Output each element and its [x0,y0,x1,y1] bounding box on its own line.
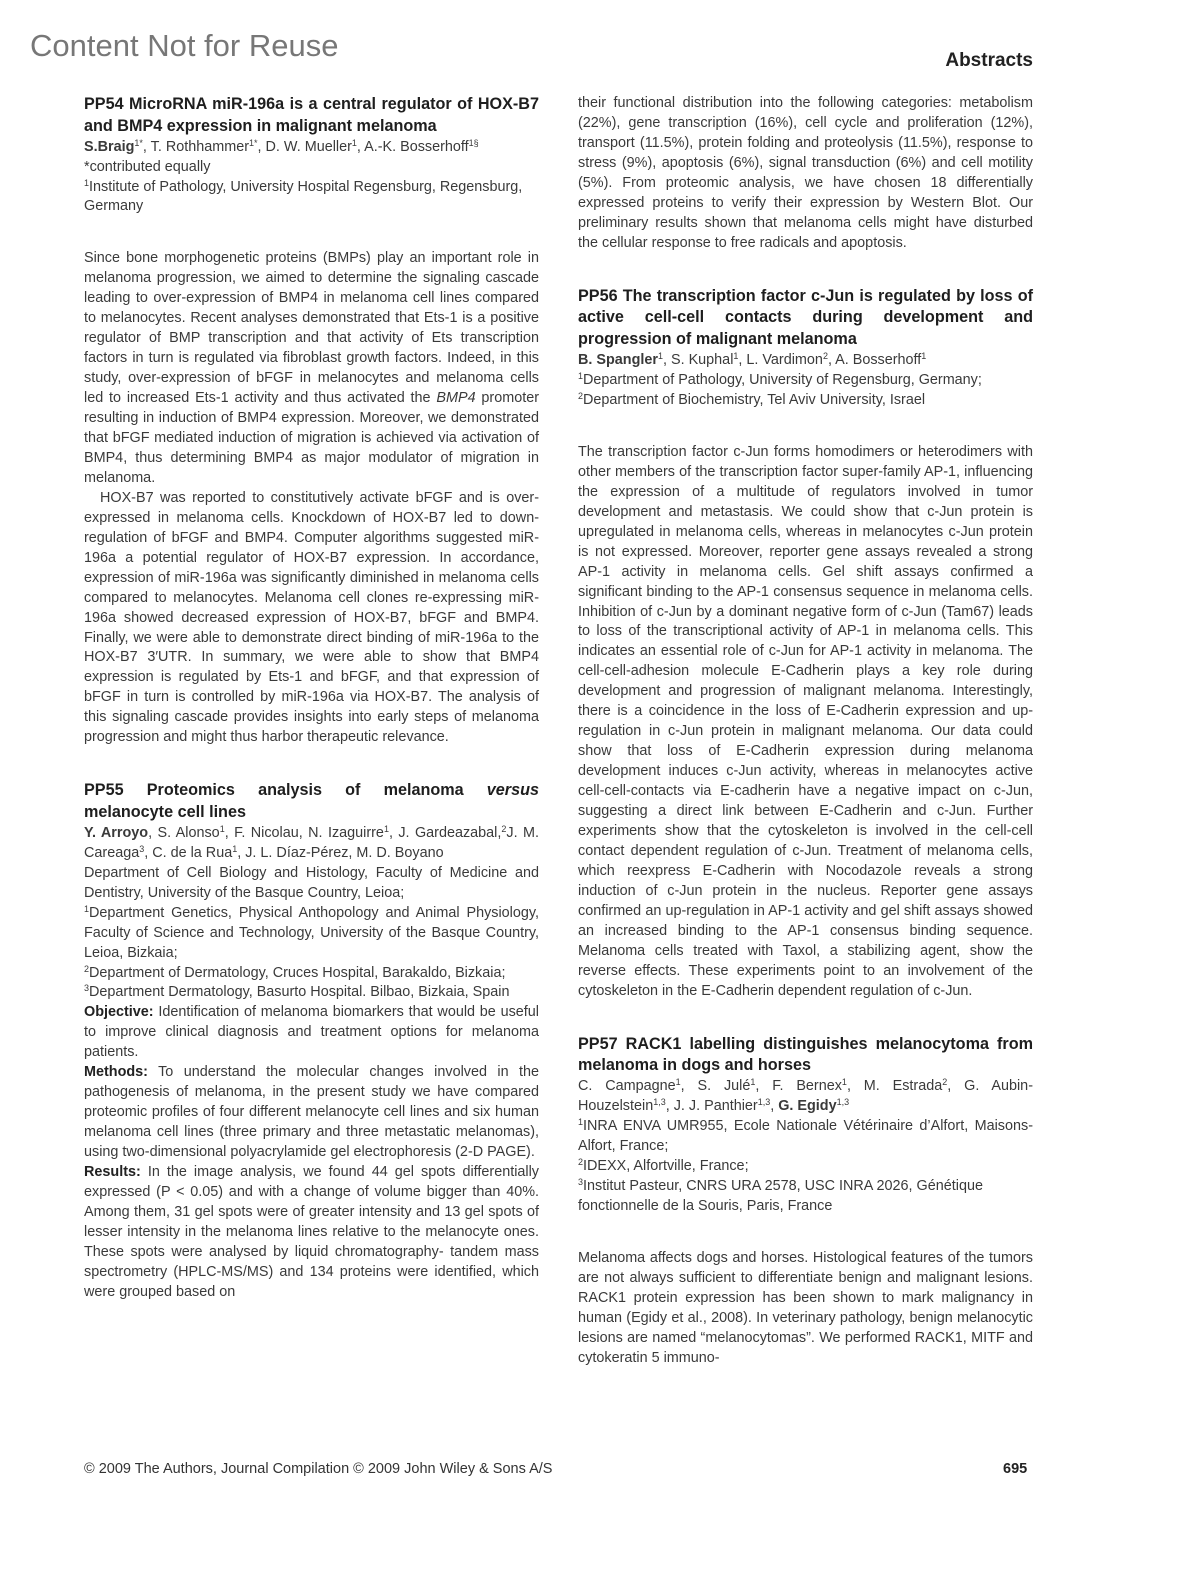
sup: 2 [822,351,828,362]
affiliation-text: Institut Pasteur, CNRS URA 2578, USC INRA 2026, Génétique fonctionnelle de la Souris, Paris, France [578,1177,983,1214]
author: , J. Gardeazabal, [388,824,502,841]
author-bold: B. Spangler [578,352,658,369]
author: , J. J. Panthier [665,1098,758,1115]
title-italic: versus [486,781,539,800]
pp54-affiliation [84,178,539,218]
pp56-title: PP56 The transcription factor c-Jun is regulated by loss of active cell-cell contacts during development and progression of malignant melanoma [578,286,1033,349]
sup: 1 [675,1077,681,1088]
sup: 1 [84,903,90,914]
text: Since bone morphogenetic proteins (BMPs) play an important role in melanoma progression, we aimed to determine the signaling cascade leading to over-expression of BMP4 in melanoma cell lines compared to melanocytes. Recent analyses demonstrated that Ets-1 is a positive regulator of BMP transcription and that activity of Ets transcription factors in turn is regulated via fibroblast growth factors. Indeed, in this study, over-expression of bFGF in melanocytes and melanoma cells led to increased Ets-1 activity and thus activated the [84,250,539,407]
affiliation-text: Department of Pathology, University of Regensburg, Germany; [583,371,982,388]
author: , S. Julé [680,1078,751,1095]
pp56-authors [578,351,1033,371]
author: , M. Estrada [846,1078,943,1095]
author: , T. Rothhammer [142,138,250,155]
pp55-affiliation-0: Department of Cell Biology and Histology, Faculty of Medicine and Dentistry, University of the Basque Country, Leioa; [84,864,539,901]
sup: 1 [84,177,90,188]
affiliation-text: IDEXX, Alfortville, France; [583,1157,749,1174]
pp55-title [84,780,539,824]
title-text: melanocyte cell lines [84,803,246,822]
pp56-affiliation-1 [578,371,1033,391]
author: , G. Aubin-Houzelstein [578,1078,1033,1115]
sup: 2 [578,390,584,401]
sup: 2 [501,823,507,834]
author: , J. L. Díaz-Pérez, M. D. Boyano [237,844,444,861]
sup: 1,3 [757,1097,771,1108]
text: Identification of melanoma biomarkers that would be useful to improve clinical diagnosis and treatment options for melanoma patients. [84,1004,539,1061]
affiliation-text: INRA ENVA UMR955, Ecole Nationale Vétérinaire d’Alfort, Maisons-Alfort, France; [578,1118,1033,1155]
right-column [578,94,1033,1369]
pp55-methods [84,1063,539,1163]
affiliation-text: Department Dermatology, Basurto Hospital. Bilbao, Bizkaia, Spain [89,984,510,1001]
italic-text: BMP4 [436,390,476,407]
affiliation-text: Department Genetics, Physical Anthopology and Animal Physiology, Faculty of Science and Technology, University of the Basque Country, Leioa, Bizkaia; [84,904,539,961]
pp55-results-continued: their functional distribution into the following categories: metabolism (22%), gene transcription (16%), cell cycle and proliferation (12%), transport (11.5%), protein folding and proteolysis (11.5%), response to stress (9%), apoptosis (6%), signal transduction (6%) and cell motility (5%). From proteomic analysis, we have chosen 18 differentially expressed proteins to verify their expression by Western Blot. Our preliminary results shown that melanoma cells might have disturbed the cellular response to free radicals and apoptosis. [578,95,1033,251]
author: , A.-K. Bosserhoff [356,138,469,155]
sup: 1 [232,843,238,854]
sup: 2 [578,1156,584,1167]
sup: 1 [383,823,389,834]
footer-copyright: © 2009 The Authors, Journal Compilation © 2009 John Wiley & Sons A/S [84,1461,553,1477]
affiliation-text: Department of Biochemistry, Tel Aviv University, Israel [583,391,926,408]
pp55-authors [84,824,539,864]
author-bold: G. Egidy [778,1098,837,1115]
separator: , [770,1098,779,1115]
sup: 3 [139,843,145,854]
sup: 1 [921,351,927,362]
pp56-body: The transcription factor c-Jun forms homodimers or heterodimers with other members of the transcription factor super-family AP-1, influencing the expression of a multitude of regulators involved in tumor development and metastasis. We could show that c-Jun protein is upregulated in melanoma cells, whereas in melanocytes c-Jun protein is not expressed. Moreover, reporter gene assays revealed a strong AP-1 activity in melanoma cells. Gel shift assays confirmed a significant binding to the AP-1 consensus sequence in melanoma cells. Inhibition of c-Jun by a dominant negative form of c-Jun (Tam67) leads to loss of the transcriptional activity of AP-1 in melanoma cells. This indicates an essential role of c-Jun for AP-1 activity in melanoma. The cell-cell-adhesion molecule E-Cadherin plays a key role during development and progression of malignant melanoma. Interestingly, there is a coincidence in the loss of E-Cadherin expression and up-regulation in c-Jun protein in malignant melanoma. Our data could show that loss of E-Cadherin expression during melanoma development induces c-Jun activity, whereas in melanocytes active cell-cell-contacts via E-cadherin have a negative impact on c-Jun, suggesting a direct link between E-Cadherin and c-Jun. Further experiments show that the cytoskeleton is involved in the cell-cell contact dependent regulation of c-Jun. Treatment of melanoma cells, which reexpress E-Cadherin with Nocodazole reveals a strong induction of c-Jun protein in the nucleus. Reporter gene assays confirmed an up-regulation in AP-1 activity and gel shift assays showed an increased binding to the AP-1 consensus binding sequence. Melanoma cells treated with Taxol, a stabilizing agent, show the reverse effects. These experiments point to an involvement of the cytoskeleton in the E-Cadherin dependent regulation of c-Jun. [578,443,1033,999]
pp57-body: Melanoma affects dogs and horses. Histological features of the tumors are not always sufficient to differentiate benign and malignant lesions. RACK1 protein expression has been shown to mark malignancy in human (Egidy et al., 2008). In veterinary pathology, benign melanocytic lesions are named “melanocytomas”. We performed RACK1, MITF and cytokeratin 5 immuno- [578,1249,1033,1366]
author: , D. W. Mueller [257,138,352,155]
sup: 1 [219,823,225,834]
pp57-affiliation-2 [578,1157,1033,1177]
pp57-affiliation-3 [578,1177,1033,1217]
author: J. M. Careaga [84,824,539,861]
text: promoter resulting in induction of BMP4 expression. Moreover, we demonstrated that bFGF mediated induction of migration is achieved via activation of BMP4, thus determining BMP4 as major modulator of migration in melanoma. [84,390,539,486]
author: C. Campagne [578,1078,676,1095]
left-column [84,94,539,1303]
sup: 1 [657,351,663,362]
pp54-authors [84,138,539,158]
title-text: PP55 Proteomics analysis of melanoma [84,781,487,800]
pp55-results [84,1163,539,1303]
sup: 1 [578,1117,584,1128]
sup: 1,3 [653,1097,666,1108]
pp54-paragraph-1 [84,249,539,488]
watermark: Content Not for Reuse [30,28,339,63]
pp56-affiliation-2 [578,391,1033,411]
pp55-affiliation-1 [84,904,539,964]
pp55-affiliation-2 [84,964,539,984]
pp54-title: PP54 MicroRNA miR-196a is a central regulator of HOX-B7 and BMP4 expression in malignant melanoma [84,95,539,135]
sup: 1§ [468,137,479,148]
author-bold: Y. Arroyo [84,824,149,841]
pp55-affiliation-3 [84,983,539,1003]
page-number: 695 [1003,1461,1028,1477]
sup: 1 [841,1077,847,1088]
author: , S. Alonso [148,824,220,841]
text: In the image analysis, we found 44 gel spots differentially expressed (P < 0.05) and with a change of volume bigger than 40%. Among them, 31 gel spots were of greater intensity and 13 gel spots of lesser intensity in the melanoma lines relative to the melanocyte ones. These spots were analysed by liquid chromatography- tandem mass spectrometry (HPLC-MS/MS) and 134 proteins were identified, which were grouped based on [84,1164,539,1300]
section-heading: Abstracts [945,50,1033,71]
author: , S. Kuphal [662,352,734,369]
methods-label: Methods: [84,1064,148,1081]
author: , F. Bernex [755,1078,842,1095]
sup: 3 [578,1176,584,1187]
sup: 2 [942,1077,948,1088]
pp57-authors [578,1077,1033,1117]
pp57-title: PP57 RACK1 labelling distinguishes melanocytoma from melanoma in dogs and horses [578,1034,1033,1075]
pp54-paragraph-2: HOX-B7 was reported to constitutively activate bFGF and is over-expressed in melanoma cells. Knockdown of HOX-B7 led to down-regulation of bFGF and BMP4. Computer algorithms suggested miR-196a a potential regulator of HOX-B7 expression. In accordance, expression of miR-196a was significantly diminished in melanoma cells compared to melanocytes. Melanoma cell clones re-expressing miR-196a showed decreased expression of HOX-B7, bFGF and BMP4. Finally, we were able to demonstrate direct binding of miR-196a to the HOX-B7 3′UTR. In summary, we were able to show that BMP4 expression is regulated by Ets-1 and bFGF, and that expression of bFGF in turn is controlled by miR-196a via HOX-B7. The analysis of this signaling cascade provides insights into early steps of melanoma progression and might thus harbor therapeutic relevance. [84,489,539,746]
sup: 1* [249,137,258,148]
affiliation-text: Department of Dermatology, Cruces Hospital, Barakaldo, Bizkaia; [89,964,506,981]
sup: 1* [134,137,143,148]
sup: 1,3 [836,1097,850,1108]
author: , C. de la Rua [144,844,233,861]
pp54-note: *contributed equally [84,158,211,175]
objective-label: Objective: [84,1004,154,1021]
sup: 1 [750,1077,756,1088]
text: To understand the molecular changes involved in the pathogenesis of melanoma, in the present study we have compared proteomic profiles of four different melanocyte cell lines and six human melanoma cell lines (three primary and three metastatic melanomas), using two-dimensional polyacrylamide gel electrophoresis (2-D PAGE). [84,1064,539,1161]
pp57-affiliation-1 [578,1117,1033,1157]
author: , F. Nicolau, N. Izaguirre [224,824,384,841]
sup: 1 [578,370,584,381]
author: , L. Vardimon [738,352,823,369]
author-bold: S.Braig [84,138,135,155]
results-label: Results: [84,1164,141,1181]
sup: 1 [733,351,739,362]
sup: 1 [351,137,357,148]
author: , A. Bosserhoff [827,352,922,369]
sup: 3 [84,983,90,994]
affiliation-text: Institute of Pathology, University Hospital Regensburg, Regensburg, Germany [84,178,523,215]
sup: 2 [84,963,90,974]
pp55-objective [84,1003,539,1063]
